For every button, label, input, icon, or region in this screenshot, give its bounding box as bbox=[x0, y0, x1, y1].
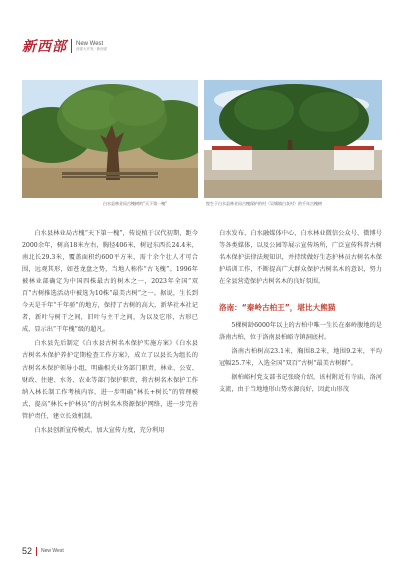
paragraph: 据柏峪村党支部书记张晓介绍，该村附近有寺庙，洛河支流，由于当地地形山势水源良好，因此山形茂 bbox=[219, 374, 382, 394]
page-number: 52 bbox=[22, 546, 33, 556]
logo-english-name: New West bbox=[76, 40, 104, 47]
photo-left-caption: 白水县林业局古槐树的“天下第一槐” bbox=[103, 201, 168, 206]
footer-magazine-name: New West bbox=[41, 548, 64, 554]
photo-right-caption: 悦生于白水县林业局古槐保护的村（吴城镇白灰村）的千年古槐树 bbox=[206, 201, 322, 206]
logo-subtitle: 西部大开发 · 新西部 bbox=[76, 46, 108, 51]
footer-divider bbox=[36, 547, 37, 556]
paragraph: 白水县创新宣传模式，加大宣传力度，充分利用 bbox=[34, 426, 165, 434]
paragraph: 洛南古柏树高23.1米，胸围8.2米，地围9.2米，平均冠幅25.7米，入选全国“双百”古树“最美古树群”。 bbox=[219, 348, 382, 368]
paragraph: 白水县先后制定《白水县古树名木保护实施方案》《白水县古树名木保护养护定期检查工作方案》，成立了以县长为组长的古树名木保护领导小组，明确相关业务部门职责，林业、公安、财政、住建、水务、农业等部门保护职责，将古树名木保护工作纳入林长制工作考核内容，进一步明确“林长+树长”的管理模式，提高“林长+护林员”的古树名木资源保护网络，进一步完善管护责任，建立长效机制。 bbox=[22, 340, 198, 420]
photo-first-locust-tree bbox=[22, 80, 198, 198]
magazine-header bbox=[22, 36, 107, 56]
magazine-logo: 新西部 bbox=[22, 39, 67, 55]
paragraph: 5棵树龄6000年以上的古柏中唯一生长在秦岭腹地的是洛南古柏，位于洛南县柏峪寺镇洞底村。 bbox=[219, 322, 382, 342]
section-heading: 洛南：“秦岭古柏王”，堪比大熊猫 bbox=[219, 303, 336, 313]
article-left-column bbox=[22, 228, 198, 437]
paragraph: 白水县林业局古槐“天下第一槐”，传说植于汉代初期，距今2000余年，树高18米左右，胸径406米，树冠东西长24.4米，南北长29.3米，覆盖面积约600平方米，需十余个壮人才可合围，远观其形，如苍龙盘之势，当地人称作“古飞槐”。1996年被林业部确定为中国四株最古的树木之一，2023年全国“双百”古树推选活动中被选为10株“最美古树”之一。据说，生长到今天是千年“千年骄”的地方，保持了古树的高大，新华社本社记者，新叶与树干之间，旧叶与主干之间，为以及它形，古形已成，显示出“干年槐”级的超凡。 bbox=[22, 230, 198, 334]
page-footer bbox=[22, 546, 64, 556]
logo-divider bbox=[71, 39, 72, 53]
article-right-column bbox=[219, 228, 382, 397]
logo-english-block bbox=[76, 41, 107, 52]
paragraph: 白水发布、白水融媒体中心、白水林业微信公众号、微博号等各类媒体，以及公园等展示宣传场所，广泛宣传科普古树名木保护法律法规知识，并持续做好生态护林员古树名木保护培训工作，不断提高广大群众保护古树名木的意识，努力在全县营造保护古树名木的良好氛围。 bbox=[219, 230, 382, 286]
photo-ancient-cypress-village bbox=[204, 80, 382, 198]
